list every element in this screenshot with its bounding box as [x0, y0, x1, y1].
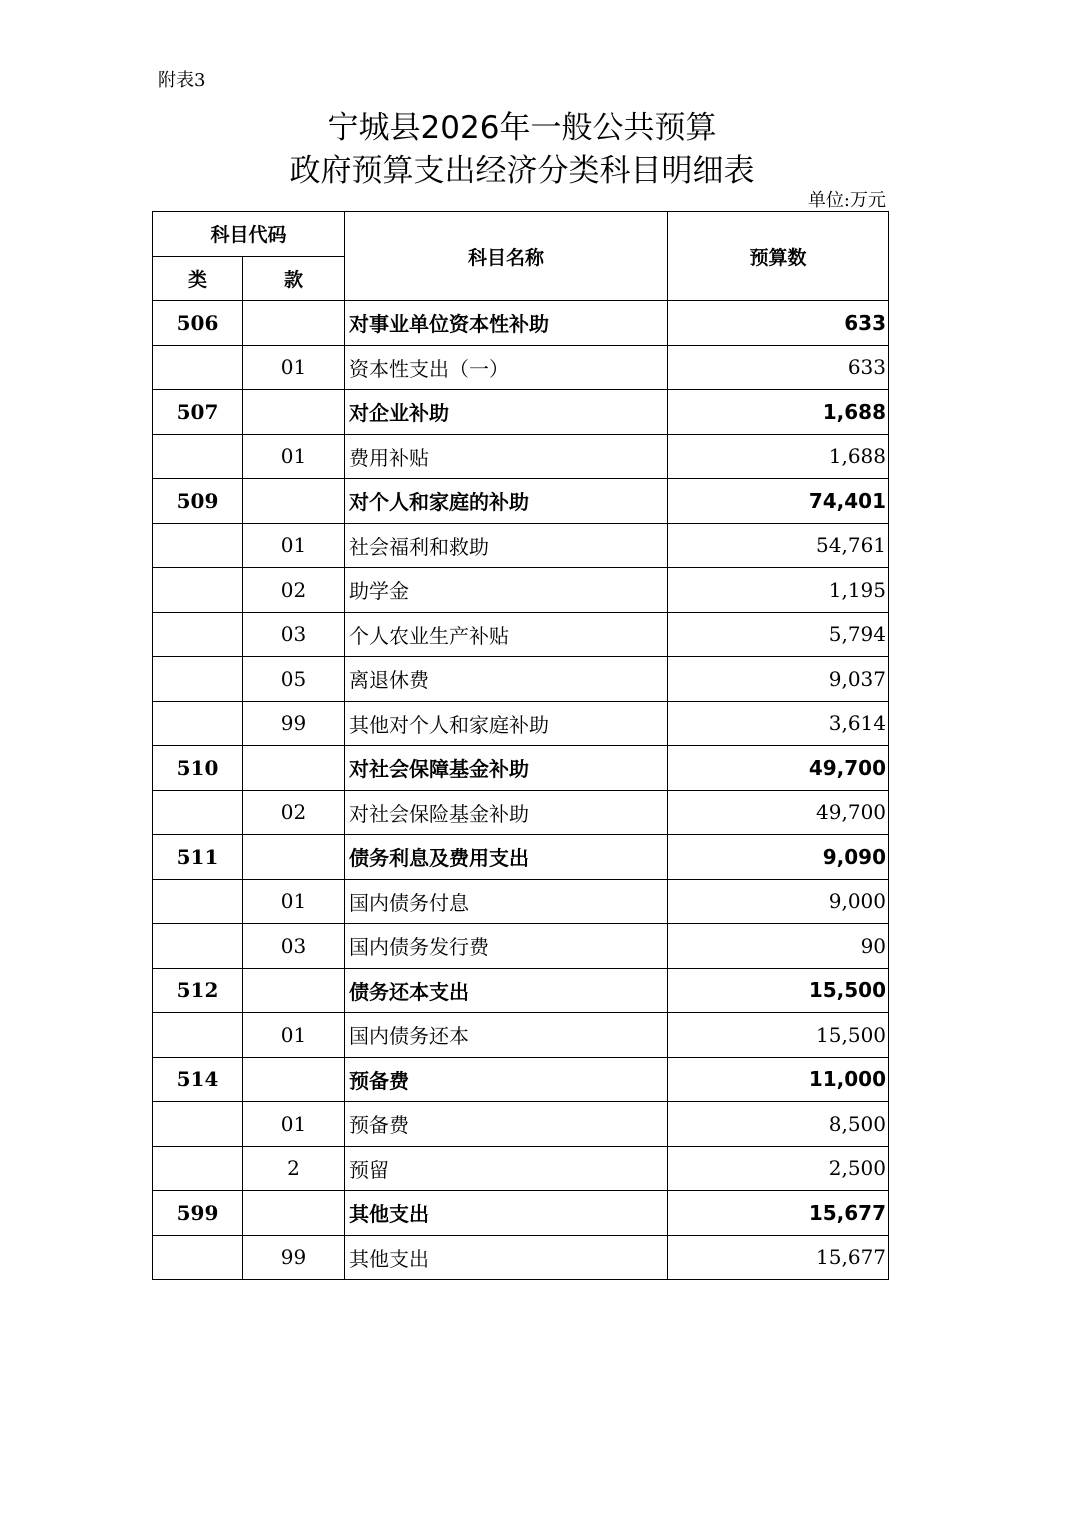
row-category-code: 506	[153, 301, 243, 346]
row-amount: 90	[668, 924, 889, 969]
page-title-line2: 政府预算支出经济分类科目明细表	[289, 153, 755, 189]
row-item-code	[243, 479, 345, 524]
row-category-code: 510	[153, 746, 243, 791]
row-name: 国内债务发行费	[345, 924, 668, 969]
unit-label: 单位:万元	[807, 190, 886, 211]
row-item-code: 01	[243, 1013, 345, 1058]
row-item-code	[243, 301, 345, 346]
row-name: 对企业补助	[345, 390, 668, 435]
budget-table	[152, 211, 889, 1280]
row-category-code: 509	[153, 479, 243, 524]
row-name: 其他支出	[345, 1191, 668, 1236]
row-category-code	[153, 612, 243, 657]
table-row	[153, 701, 889, 746]
table-row	[153, 835, 889, 880]
row-amount: 633	[668, 301, 889, 346]
row-category-code	[153, 568, 243, 613]
row-amount: 11,000	[668, 1057, 889, 1102]
row-name: 费用补贴	[345, 434, 668, 479]
header-row-1	[153, 212, 889, 257]
row-category-code	[153, 701, 243, 746]
header-name: 科目名称	[345, 212, 668, 301]
row-amount: 15,677	[668, 1191, 889, 1236]
row-item-code: 99	[243, 1235, 345, 1280]
header-code-group: 科目代码	[153, 212, 345, 257]
table-row	[153, 1013, 889, 1058]
table-row	[153, 1235, 889, 1280]
row-name: 个人农业生产补贴	[345, 612, 668, 657]
table-row	[153, 924, 889, 969]
row-amount: 2,500	[668, 1146, 889, 1191]
row-item-code: 02	[243, 568, 345, 613]
row-name: 对社会保险基金补助	[345, 790, 668, 835]
row-amount: 8,500	[668, 1102, 889, 1147]
row-item-code: 2	[243, 1146, 345, 1191]
table-row	[153, 390, 889, 435]
row-name: 助学金	[345, 568, 668, 613]
table-row	[153, 301, 889, 346]
row-amount: 15,677	[668, 1235, 889, 1280]
row-item-code: 01	[243, 879, 345, 924]
row-category-code	[153, 523, 243, 568]
table-body	[153, 301, 889, 1280]
row-item-code: 03	[243, 924, 345, 969]
row-item-code	[243, 835, 345, 880]
row-amount: 1,688	[668, 434, 889, 479]
row-name: 对个人和家庭的补助	[345, 479, 668, 524]
table-row	[153, 746, 889, 791]
row-amount: 5,794	[668, 612, 889, 657]
header-amount: 预算数	[668, 212, 889, 301]
row-name: 国内债务付息	[345, 879, 668, 924]
row-category-code	[153, 879, 243, 924]
row-item-code	[243, 1057, 345, 1102]
row-name: 对事业单位资本性补助	[345, 301, 668, 346]
row-item-code	[243, 390, 345, 435]
row-category-code: 512	[153, 968, 243, 1013]
table-row	[153, 523, 889, 568]
row-amount: 49,700	[668, 790, 889, 835]
row-name: 其他对个人和家庭补助	[345, 701, 668, 746]
row-name: 离退休费	[345, 657, 668, 702]
row-name: 社会福利和救助	[345, 523, 668, 568]
row-category-code	[153, 1235, 243, 1280]
table-row	[153, 1102, 889, 1147]
table-row	[153, 879, 889, 924]
table-row	[153, 345, 889, 390]
row-name: 预备费	[345, 1057, 668, 1102]
row-amount: 9,037	[668, 657, 889, 702]
row-item-code: 99	[243, 701, 345, 746]
row-name: 对社会保障基金补助	[345, 746, 668, 791]
row-item-code: 02	[243, 790, 345, 835]
row-name: 其他支出	[345, 1235, 668, 1280]
table-row	[153, 434, 889, 479]
row-amount: 3,614	[668, 701, 889, 746]
row-category-code: 507	[153, 390, 243, 435]
row-item-code: 01	[243, 434, 345, 479]
row-item-code: 05	[243, 657, 345, 702]
row-name: 预留	[345, 1146, 668, 1191]
table-row	[153, 568, 889, 613]
row-amount: 15,500	[668, 968, 889, 1013]
row-category-code	[153, 790, 243, 835]
row-amount: 74,401	[668, 479, 889, 524]
row-amount: 49,700	[668, 746, 889, 791]
row-amount: 9,000	[668, 879, 889, 924]
row-amount: 15,500	[668, 1013, 889, 1058]
table-row	[153, 1057, 889, 1102]
row-category-code	[153, 657, 243, 702]
row-category-code	[153, 1146, 243, 1191]
table-row	[153, 479, 889, 524]
row-name: 债务利息及费用支出	[345, 835, 668, 880]
table-row	[153, 612, 889, 657]
row-item-code: 03	[243, 612, 345, 657]
row-category-code	[153, 345, 243, 390]
row-item-code	[243, 968, 345, 1013]
row-name: 预备费	[345, 1102, 668, 1147]
row-name: 债务还本支出	[345, 968, 668, 1013]
row-category-code: 514	[153, 1057, 243, 1102]
row-name: 国内债务还本	[345, 1013, 668, 1058]
row-category-code	[153, 434, 243, 479]
annex-label: 附表3	[158, 70, 206, 91]
table-row	[153, 1191, 889, 1236]
row-category-code	[153, 1102, 243, 1147]
row-item-code	[243, 746, 345, 791]
row-name: 资本性支出（一）	[345, 345, 668, 390]
row-amount: 1,195	[668, 568, 889, 613]
row-item-code	[243, 1191, 345, 1236]
table-row	[153, 657, 889, 702]
row-category-code: 599	[153, 1191, 243, 1236]
row-item-code: 01	[243, 345, 345, 390]
row-amount: 633	[668, 345, 889, 390]
row-amount: 1,688	[668, 390, 889, 435]
table-row	[153, 790, 889, 835]
row-category-code: 511	[153, 835, 243, 880]
row-category-code	[153, 924, 243, 969]
header-item: 款	[243, 256, 345, 301]
table-row	[153, 1146, 889, 1191]
row-item-code: 01	[243, 1102, 345, 1147]
table-row	[153, 968, 889, 1013]
row-amount: 54,761	[668, 523, 889, 568]
row-item-code: 01	[243, 523, 345, 568]
row-amount: 9,090	[668, 835, 889, 880]
row-category-code	[153, 1013, 243, 1058]
page-title-line1: 宁城县2026年一般公共预算	[327, 110, 717, 146]
header-category: 类	[153, 256, 243, 301]
